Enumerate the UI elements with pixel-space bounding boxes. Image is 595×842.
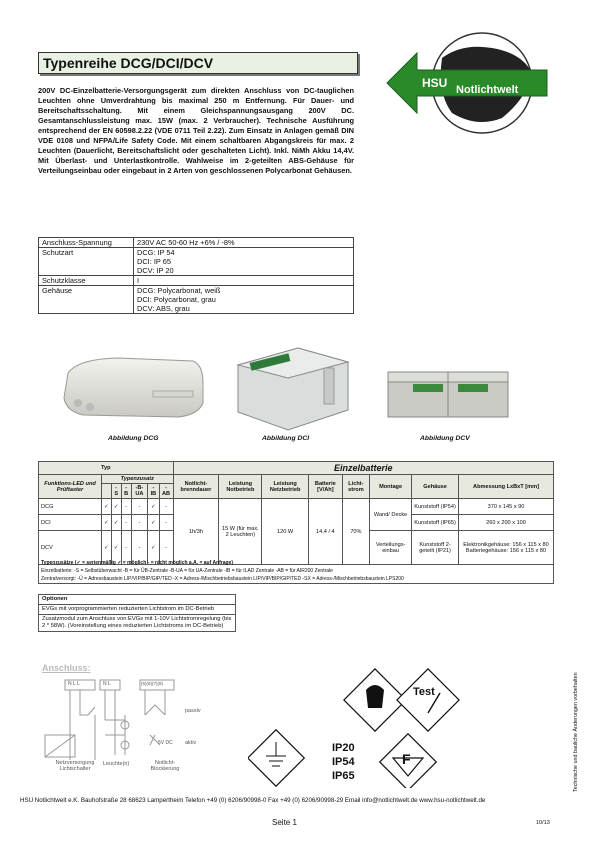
spec-line: 230V AC 50-60 Hz +6% / -8% (137, 238, 235, 247)
spec-row (39, 276, 354, 286)
mark-cell: ✓ (148, 515, 159, 531)
gehaeuse-cell: Kunststoff 2-geteilt (IP21) (412, 531, 459, 565)
mark-cell: ✓ (111, 531, 121, 565)
test-label: Test (413, 686, 435, 698)
options-table (38, 594, 236, 632)
legend-line: Zentralversorgt: -Ü = Adressbaustein LIP/VIP/BIP/GIP/TED -X = Adress-/Mischbetriebsbaustein LIP/VIP/BIP/GIP/TED -SX = Adress-/Mischbetriebsbaustein LPS200 (41, 576, 404, 582)
dcg-device-drawing (58, 353, 208, 423)
gehaeuse-cell: Kunststoff (IP65) (412, 515, 459, 531)
spec-line: DCV: ABS, grau (137, 304, 190, 313)
spec-line: DCI: IP 65 (137, 257, 171, 266)
table-row (39, 499, 554, 515)
logo-graphic (382, 28, 562, 138)
passiv-label: passiv (185, 708, 201, 714)
schematic-label: Netzversorgung Lichtschalter (55, 760, 95, 772)
aktiv-label: aktiv (185, 740, 197, 746)
mark-cell: ✓ (148, 531, 159, 565)
mark-cell: ✓ (102, 499, 112, 515)
mark-cell: - (131, 531, 148, 565)
col-header: Licht-strom (342, 475, 369, 499)
terminal-label: N L L (68, 681, 80, 687)
mark-cell: - (131, 515, 148, 531)
lichtstrom-cell: 70% (342, 499, 369, 565)
page-number: Seite 1 (272, 818, 297, 827)
col-header: Gehäuse (412, 475, 459, 499)
doc-code: 10/13 (536, 820, 550, 826)
brenndauer-cell: 1h/3h (173, 499, 219, 565)
col-header: Batterie [V/Ah] (308, 475, 342, 499)
table-header-row (39, 475, 554, 484)
spec-row (39, 238, 354, 248)
spec-line: DCV: IP 20 (137, 266, 174, 275)
dci-device-drawing (228, 340, 358, 432)
dc-label: 5V DC (158, 740, 173, 746)
mark-cell: - (121, 499, 131, 515)
col-header: Leistung Notbetrieb (219, 475, 262, 499)
logo-text-hsu: HSU (422, 76, 448, 90)
spec-value (134, 238, 354, 248)
col-header: Abmessung LxBxT [mm] (459, 475, 554, 499)
f-mark: F (402, 751, 411, 767)
certification-badges (248, 668, 468, 788)
mark-cell: ✓ (102, 531, 112, 565)
logo (382, 28, 562, 138)
batterie-cell: 14,4 / 4 (308, 499, 342, 565)
option-item: Zusatzmodul zum Anschluss von EVGs mit 1-10V Lichtstromregelung (bis 2 * 58W). (Voreinstellung eines reduzierten Lichtstroms im DC-Betrieb) (39, 615, 236, 632)
table-header-row (39, 462, 554, 475)
zusatz-header (102, 484, 112, 499)
caption-dcv: Abbildung DCV (420, 435, 470, 442)
spec-line: I (137, 276, 140, 285)
mark-cell: - (159, 515, 173, 531)
option-item: EVGs mit vorprogrammierten reduzierten Lichtstrom im DC-Betrieb (39, 605, 236, 615)
abmessung-cell: Elektronikgehäuse: 156 x 115 x 80 Batteriegehäuse: 156 x 115 x 80 (459, 531, 554, 565)
side-note: Technische und bauliche Änderungen vorbehalten (573, 672, 579, 792)
spec-value (134, 276, 354, 286)
badges-drawing (248, 668, 468, 788)
zusatz-header: -AB (159, 484, 173, 499)
terminal-label: (5)(6)(7)(8) (141, 681, 163, 686)
wiring-schematic (40, 675, 220, 780)
montage-cell: Verteilungs-einbau (370, 531, 412, 565)
col-header: Notlicht-brenndauer (173, 475, 219, 499)
mark-cell: - (159, 499, 173, 515)
product-table (38, 461, 554, 565)
spec-label: Anschluss-Spannung (39, 238, 134, 248)
col-header: Leistung Netzbetrieb (262, 475, 309, 499)
row-name: DCG (39, 499, 102, 515)
mark-cell: - (159, 531, 173, 565)
ip-rating: IP54 (332, 756, 355, 768)
montage-cell: Wand/ Decke (370, 499, 412, 531)
mark-cell: - (121, 531, 131, 565)
product-image-dcg (58, 353, 208, 423)
terminal-label: N L (103, 681, 111, 687)
footer-address: HSU Notlichtwelt e.K. Bauhofstraße 28 68623 Lampertheim Telefon +49 (0) 6206/90998-0 Fax +49 (0) 6206/90998-29 Email info@notlichtwelt.de www.hsu-notlichtwelt.de (20, 797, 486, 804)
row-name: DCV (39, 531, 102, 565)
intro-text: 200V DC-Einzelbatterie-Versorgungsgerät zum direkten Anschluss von DC-tauglichen Leuchten ohne Umverdrahtung bis maximal 250 m Entfernung. Für Dauer- und Bereitschaftsschaltung. Mit einem Gleichspannungsausgang 200V DC. Gesamtanschlussleistung max. 15W (max. 2 Verbraucher). Technische Ausführung entsprechend der EN 60598.2.22 (VDE 0711 Teil 2.22). Zum Einsatz in Anlagen gemäß DIN VDE 0108 und NFPA/Life Safety Code. Mit einem schaltbaren Abgangskreis für max. 2 Leuchten (Dauerlicht, Bereitschaftslicht oder geschalteten Licht). Inkl. NiMh Akku 14,4V. Mit Überlast- und Unterlastkontrolle. Wahlweise im 2-geteilten ABS-Gehäuse für Verteilungseinbau oder eingebaut in 2 Arten von geschlossenen Polycarbonat Gehäusen. (38, 86, 354, 175)
spec-line: DCG: Polycarbonat, weiß (137, 286, 221, 295)
page-title: Typenreihe DCG/DCI/DCV (43, 55, 214, 71)
product-image-dci (228, 340, 358, 432)
funktions-header: Funktions-LED und Prüftaster (39, 475, 102, 499)
schematic-label: Leuchte(n) (103, 761, 130, 767)
col-header: Montage (370, 475, 412, 499)
spec-line: DCI: Polycarbonat, grau (137, 295, 216, 304)
legend-box (38, 559, 554, 584)
netzbetrieb-cell: 120 W (262, 499, 309, 565)
dcv-device-drawing (383, 362, 513, 424)
title-box (38, 52, 358, 74)
mark-cell: - (131, 499, 148, 515)
schematic-label: Notlicht-Blockierung (150, 760, 180, 772)
legend-line: Typenzusätze (✓ = serienmäßig ✓ = möglich - = nicht möglich a.A. = auf Anfrage) (41, 560, 234, 566)
legend-line: Einzelbatterie: -S = Selbstüberwacht -B = für ÜB-Zentrale -B-UA = für UA-Zentrale -IB = für ILAD Zentrale -AB = für AIR200 Zentrale (41, 568, 333, 574)
gehaeuse-cell: Kunststoff (IP54) (412, 499, 459, 515)
spec-label: Schutzklasse (39, 276, 134, 286)
zusatz-header: -B-UA (131, 484, 148, 499)
zusatz-header: -S (111, 484, 121, 499)
zusatz-header: -B (121, 484, 131, 499)
mark-cell: ✓ (111, 515, 121, 531)
row-name: DCI (39, 515, 102, 531)
caption-dcg: Abbildung DCG (108, 435, 159, 442)
spec-label: Gehäuse (39, 286, 134, 314)
notbetrieb-cell: 15 W (für max. 2 Leuchten) (219, 499, 262, 565)
spec-table (38, 237, 354, 314)
abmessung-cell: 260 x 200 x 100 (459, 515, 554, 531)
options-header: Optionen (39, 595, 236, 605)
spec-value (134, 286, 354, 314)
spec-line: DCG: IP 54 (137, 248, 175, 257)
product-image-dcv (383, 362, 513, 424)
spec-value (134, 248, 354, 276)
zusatz-header: -IB (148, 484, 159, 499)
mark-cell: ✓ (111, 499, 121, 515)
caption-dci: Abbildung DCI (262, 435, 310, 442)
mark-cell: ✓ (102, 515, 112, 531)
ip-rating: IP65 (332, 770, 355, 782)
ip-rating: IP20 (332, 742, 355, 754)
logo-text-brand: Notlichtwelt (456, 84, 519, 96)
spec-row (39, 286, 354, 314)
spec-label: Schutzart (39, 248, 134, 276)
typenzusatz-header: Typenzusatz (102, 475, 174, 484)
mark-cell: ✓ (148, 499, 159, 515)
abmessung-cell: 370 x 145 x 90 (459, 499, 554, 515)
typ-header: Typ (39, 462, 174, 475)
mark-cell: - (121, 515, 131, 531)
schematic-title: Anschluss: (42, 663, 91, 673)
spec-row (39, 248, 354, 276)
einzelbatterie-header: Einzelbatterie (173, 462, 554, 475)
